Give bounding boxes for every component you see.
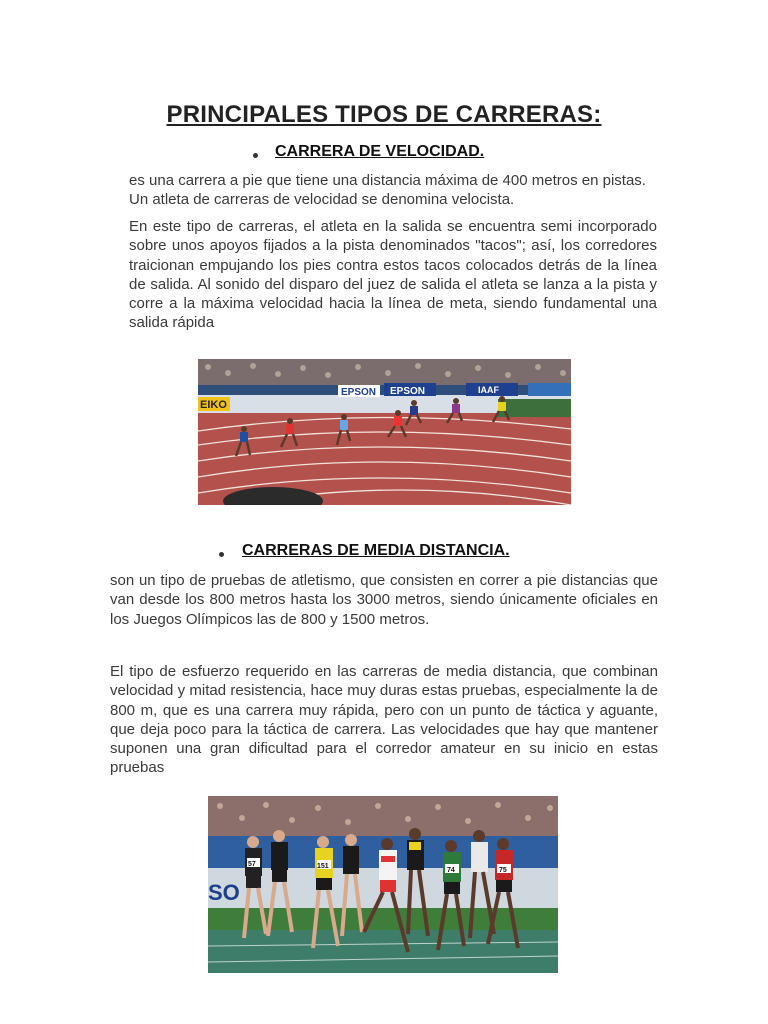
race-bib: 151 bbox=[317, 863, 329, 870]
section-heading-media-distancia: CARRERAS DE MEDIA DISTANCIA. bbox=[242, 542, 510, 559]
banner-text: SO bbox=[208, 880, 240, 905]
bullet-icon bbox=[253, 153, 258, 158]
banner-text: EIKO bbox=[200, 399, 227, 411]
race-bib: 74 bbox=[447, 867, 455, 874]
race-bib: 57 bbox=[248, 861, 256, 868]
section-heading-velocidad: CARRERA DE VELOCIDAD. bbox=[275, 143, 485, 160]
page-title: PRINCIPALES TIPOS DE CARRERAS: bbox=[166, 101, 602, 128]
paragraph: El tipo de esfuerzo requerido en las carreras de media distancia, que combinan velocidad y mitad resistencia, hace muy duras estas pruebas, especialmente la de 800 m, que es una carrera muy rápida, pero con un punto de táctica y aguante, que deja poco para la táctica de carrera. Las velocidades que hay que mantener suponen una gran dificultad para el corredor amateur en su inicio en estas pruebas bbox=[110, 663, 658, 777]
bullet-icon bbox=[219, 552, 224, 557]
paragraph: En este tipo de carreras, el atleta en la salida se encuentra semi incorporado sobre unos apoyos fijados a la pista denominados "tacos"; así, los corredores traicionan empujando los pies contra estos tacos colocados detrás de la línea de salida. Al sonido del disparo del juez de salida el atleta se lanza a la pista y corre a la máxima velocidad hacia la línea de meta, siendo fundamental una salida rápida bbox=[129, 218, 657, 332]
banner-text: EPSON bbox=[341, 387, 377, 398]
paragraph: es una carrera a pie que tiene una distancia máxima de 400 metros en pistas. Un atleta de carreras de velocidad se denomina velocista. bbox=[129, 172, 646, 209]
banner-text: EPSON bbox=[390, 386, 426, 397]
banner-text: IAAF bbox=[478, 385, 499, 395]
sprint-race-photo bbox=[198, 359, 571, 505]
race-bib: 75 bbox=[499, 867, 507, 874]
paragraph: son un tipo de pruebas de atletismo, que consisten en correr a pie distancias que van desde los 800 metros hasta los 3000 metros, siendo únicamente oficiales en los Juegos Olímpicos las de 800 y 1500 metros. bbox=[110, 572, 658, 628]
middle-distance-race-photo bbox=[208, 796, 558, 973]
